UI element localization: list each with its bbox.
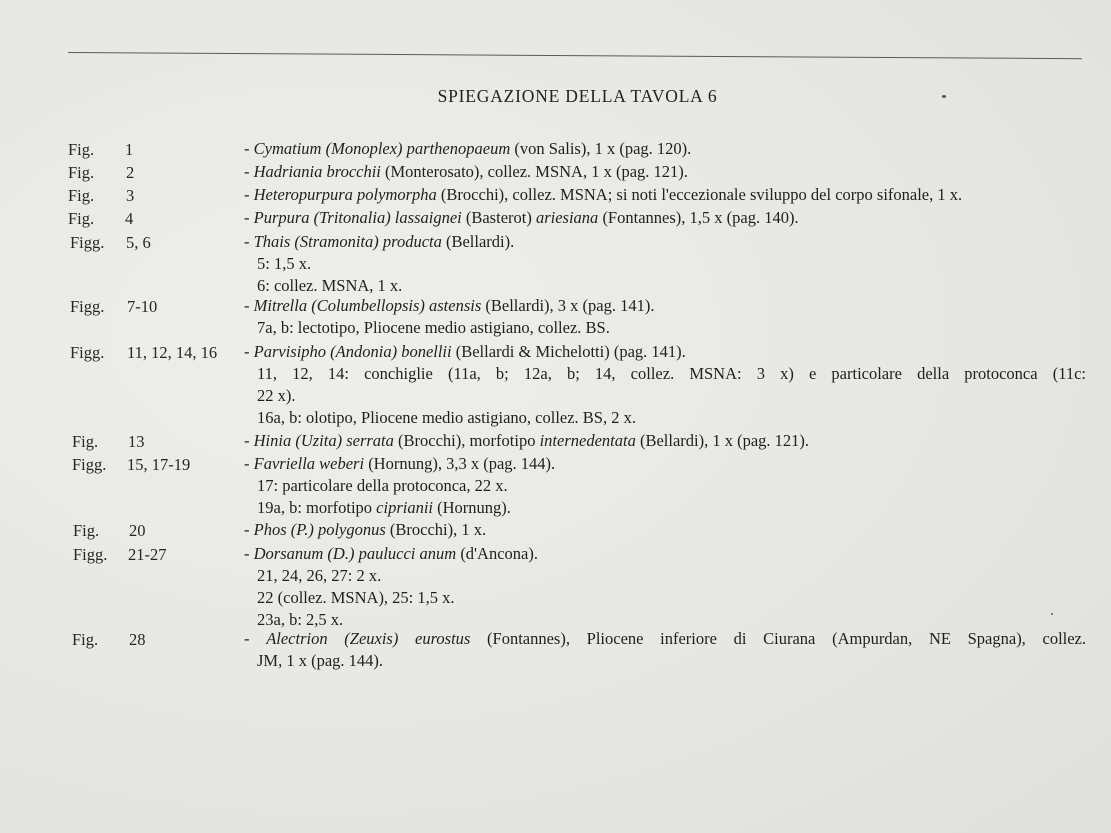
figure-description — [244, 161, 1086, 183]
figure-number: 3 — [126, 186, 135, 205]
description-text: 19a, b: morfotipo — [257, 498, 377, 517]
taxon-name: Phos (P.) polygonus — [253, 520, 386, 539]
description-text: (Fontannes), Pliocene inferiore di Ciurana (Ampurdan, NE Spagna), collez. — [470, 629, 1087, 648]
description-line — [244, 184, 1086, 206]
figure-label — [70, 233, 151, 253]
description-text: 23a, b: 2,5 x. — [257, 610, 344, 629]
description-text: (Hornung), 3,3 x (pag. 144). — [364, 454, 556, 473]
description-line — [244, 453, 1086, 475]
description-text: 16a, b: olotipo, Pliocene medio astigiano, collez. BS, 2 x. — [257, 408, 636, 427]
figure-prefix: Fig. — [68, 186, 95, 205]
description-line — [244, 341, 1086, 363]
figure-prefix: Figg. — [70, 233, 105, 252]
figure-number: 21-27 — [128, 545, 167, 564]
top-rule — [68, 52, 1082, 59]
description-text: (von Salis), 1 x (pag. 120). — [510, 139, 692, 158]
description-line — [244, 207, 1086, 229]
figure-prefix: Figg. — [70, 297, 105, 316]
description-text: - — [244, 232, 254, 251]
description-text: (Brocchi), collez. MSNA; si noti l'eccezionale sviluppo del corpo sifonale, 1 x. — [436, 185, 963, 204]
description-subline — [244, 565, 1086, 587]
description-text: (Monterosato), collez. MSNA, 1 x (pag. 121). — [380, 162, 688, 181]
description-text: (Bellardi). — [441, 232, 515, 251]
figure-prefix: Figg. — [70, 343, 105, 362]
description-text: - — [244, 162, 254, 181]
taxon-name: ariesiana — [535, 208, 599, 227]
dust-speck — [942, 95, 946, 98]
description-text: 11, 12, 14: conchiglie (11a, b; 12a, b; 14, collez. MSNA: 3 x) e particolare della protoconca (11c: — [257, 364, 1086, 383]
description-text: 7a, b: lectotipo, Pliocene medio astigiano, collez. BS. — [257, 318, 610, 337]
taxon-name: Alectrion (Zeuxis) eurostus — [266, 629, 471, 648]
description-line — [244, 519, 1086, 541]
description-text: (Bellardi), 1 x (pag. 121). — [635, 431, 810, 450]
description-subline — [244, 275, 1086, 297]
description-line — [244, 295, 1086, 317]
description-text: JM, 1 x (pag. 144). — [257, 651, 384, 670]
figure-number: 28 — [129, 630, 146, 649]
description-text: - — [244, 139, 254, 158]
figure-prefix: Fig. — [68, 209, 95, 228]
figure-description — [244, 184, 1086, 206]
figure-prefix: Fig. — [72, 432, 99, 451]
description-text: - — [244, 544, 254, 563]
figure-description — [244, 519, 1086, 541]
description-text: - — [244, 431, 254, 450]
figure-number: 1 — [125, 140, 134, 159]
figure-number: 20 — [129, 521, 146, 540]
figure-description — [244, 628, 1086, 672]
figure-description — [244, 453, 1086, 519]
figure-label — [68, 163, 135, 183]
figure-label — [72, 630, 146, 650]
taxon-name: Hinia (Uzita) serrata — [253, 431, 394, 450]
figure-label — [70, 343, 218, 363]
description-text: (Brocchi), 1 x. — [385, 520, 487, 539]
description-text: (Basterot) — [461, 208, 536, 227]
description-subline — [244, 407, 1086, 429]
taxon-name: Heteropurpura polymorpha — [253, 185, 437, 204]
figure-label — [73, 545, 167, 565]
taxon-name: internedentata — [539, 431, 636, 450]
description-text: (Bellardi), 3 x (pag. 141). — [481, 296, 655, 315]
figure-description — [244, 543, 1086, 631]
figure-prefix: Figg. — [73, 545, 108, 564]
figure-number: 13 — [128, 432, 145, 451]
description-text: (Hornung). — [433, 498, 511, 517]
taxon-name: Thais (Stramonita) producta — [253, 232, 442, 251]
description-text: - — [244, 454, 254, 473]
taxon-name: Purpura (Tritonalia) lassaignei — [253, 208, 462, 227]
taxon-name: Cymatium (Monoplex) parthenopaeum — [253, 139, 511, 158]
figure-description — [244, 231, 1086, 297]
description-subline — [244, 363, 1086, 385]
description-line — [244, 628, 1086, 650]
page-title: SPIEGAZIONE DELLA TAVOLA 6 — [437, 86, 718, 106]
description-subline — [244, 650, 1086, 672]
description-text: - — [244, 520, 254, 539]
figure-number: 2 — [126, 163, 135, 182]
description-text: - — [244, 296, 254, 315]
figure-description — [244, 430, 1086, 452]
taxon-name: Hadriania brocchii — [253, 162, 381, 181]
figure-prefix: Fig. — [68, 163, 95, 182]
dust-speck — [1051, 613, 1053, 615]
description-text: - — [244, 342, 254, 361]
description-subline — [244, 587, 1086, 609]
description-line — [244, 138, 1086, 160]
description-text: 5: 1,5 x. — [257, 254, 312, 273]
description-line — [244, 430, 1086, 452]
figure-number: 7-10 — [127, 297, 158, 316]
figure-description — [244, 341, 1086, 429]
figure-description — [244, 207, 1086, 229]
description-text: 17: particolare della protoconca, 22 x. — [257, 476, 508, 495]
figure-label — [72, 455, 191, 475]
figure-label — [73, 521, 146, 541]
figure-label — [70, 297, 158, 317]
description-line — [244, 231, 1086, 253]
description-text: (Fontannes), 1,5 x (pag. 140). — [598, 208, 799, 227]
description-text: (d'Ancona). — [456, 544, 538, 563]
taxon-name: Parvisipho (Andonia) bonellii — [253, 342, 452, 361]
taxon-name: ciprianii — [376, 498, 433, 517]
figure-description — [244, 295, 1086, 339]
description-subline — [244, 497, 1086, 519]
figure-prefix: Fig. — [73, 521, 100, 540]
taxon-name: Dorsanum (D.) paulucci anum — [253, 544, 457, 563]
description-text: - — [244, 208, 254, 227]
description-text: - — [244, 185, 254, 204]
description-text: 22 x). — [257, 386, 296, 405]
description-subline — [244, 317, 1086, 339]
description-text: (Bellardi & Michelotti) (pag. 141). — [451, 342, 686, 361]
figure-number: 11, 12, 14, 16 — [127, 343, 218, 362]
figure-number: 5, 6 — [126, 233, 151, 252]
figure-label — [68, 186, 135, 206]
figure-prefix: Fig. — [72, 630, 99, 649]
figure-number: 15, 17-19 — [127, 455, 191, 474]
description-subline — [244, 253, 1086, 275]
figure-description — [244, 138, 1086, 160]
description-line — [244, 543, 1086, 565]
description-text: 22 (collez. MSNA), 25: 1,5 x. — [257, 588, 455, 607]
taxon-name: Favriella weberi — [253, 454, 365, 473]
description-line — [244, 161, 1086, 183]
figure-prefix: Figg. — [72, 455, 107, 474]
taxon-name: Mitrella (Columbellopsis) astensis — [253, 296, 482, 315]
description-text: - — [244, 629, 267, 648]
figure-prefix: Fig. — [68, 140, 95, 159]
figure-label — [68, 209, 134, 229]
figure-label — [68, 140, 134, 160]
figure-number: 4 — [125, 209, 134, 228]
description-text: 21, 24, 26, 27: 2 x. — [257, 566, 382, 585]
description-subline — [244, 475, 1086, 497]
description-text: (Brocchi), morfotipo — [393, 431, 540, 450]
figure-label — [72, 432, 145, 452]
description-subline — [244, 385, 1086, 407]
description-text: 6: collez. MSNA, 1 x. — [257, 276, 403, 295]
